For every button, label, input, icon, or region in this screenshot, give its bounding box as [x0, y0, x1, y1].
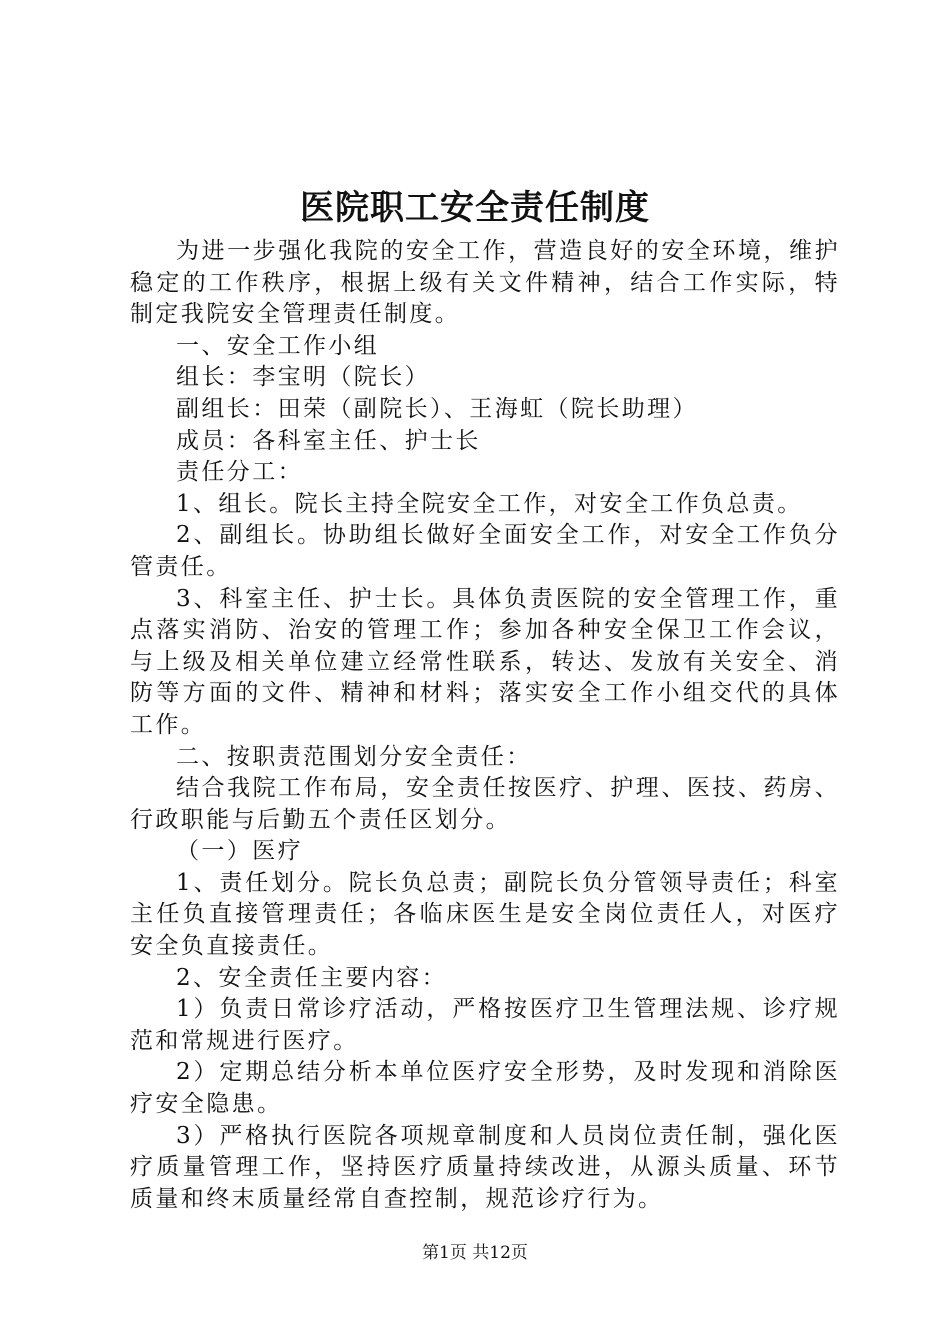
paragraph: 3）严格执行医院各项规章制度和人员岗位责任制，强化医疗质量管理工作，坚持医疗质量持续改进，从源头质量、环节质量和终末质量经常自查控制，规范诊疗行为。 [130, 1122, 840, 1212]
paragraph: 1、组长。院长主持全院安全工作，对安全工作负总责。 [176, 490, 803, 517]
paragraph: 3、科室主任、护士长。具体负责医院的安全管理工作，重点落实消防、治安的管理工作；参加各种安全保卫工作会议，与上级及相关单位建立经常性联系，转达、发放有关安全、消防等方面的文件、精神和材料；落实安全工作小组交代的具体工作。 [130, 585, 840, 738]
intro-paragraph: 为进一步强化我院的安全工作，营造良好的安全环境，维护稳定的工作秩序，根据上级有关文件精神，结合工作实际，特制定我院安全管理责任制度。 [130, 238, 840, 328]
section-heading: 一、安全工作小组 [176, 332, 380, 359]
paragraph: 成员：各科室主任、护士长 [176, 427, 481, 454]
paragraph: 1、责任划分。院长负总责；副院长负分管领导责任；科室主任负直接管理责任；各临床医生是安全岗位责任人，对医疗安全负直接责任。 [130, 869, 840, 960]
subsection-heading: （一）医疗 [176, 838, 303, 865]
paragraph: 2、安全责任主要内容： [176, 964, 448, 991]
document-title: 医院职工安全责任制度 [300, 188, 650, 228]
document-body [130, 236, 840, 1215]
paragraph: 1）负责日常诊疗活动，严格按医疗卫生管理法规、诊疗规范和常规进行医疗。 [130, 996, 840, 1054]
paragraph: 责任分工： [176, 459, 303, 486]
paragraph: 结合我院工作布局，安全责任按医疗、护理、医技、药房、行政职能与后勤五个责任区划分。 [130, 775, 840, 833]
paragraph: 2）定期总结分析本单位医疗安全形势，及时发现和消除医疗安全隐患。 [130, 1059, 840, 1118]
section-heading: 二、按职责范围划分安全责任： [176, 743, 532, 770]
paragraph: 副组长：田荣（副院长）、王海虹（院长助理） [176, 395, 698, 422]
paragraph: 2、副组长。协助组长做好全面安全工作，对安全工作负分管责任。 [130, 522, 840, 580]
page-footer: 第1页 共12页 [422, 1243, 528, 1263]
paragraph: 组长：李宝明（院长） [176, 364, 430, 391]
